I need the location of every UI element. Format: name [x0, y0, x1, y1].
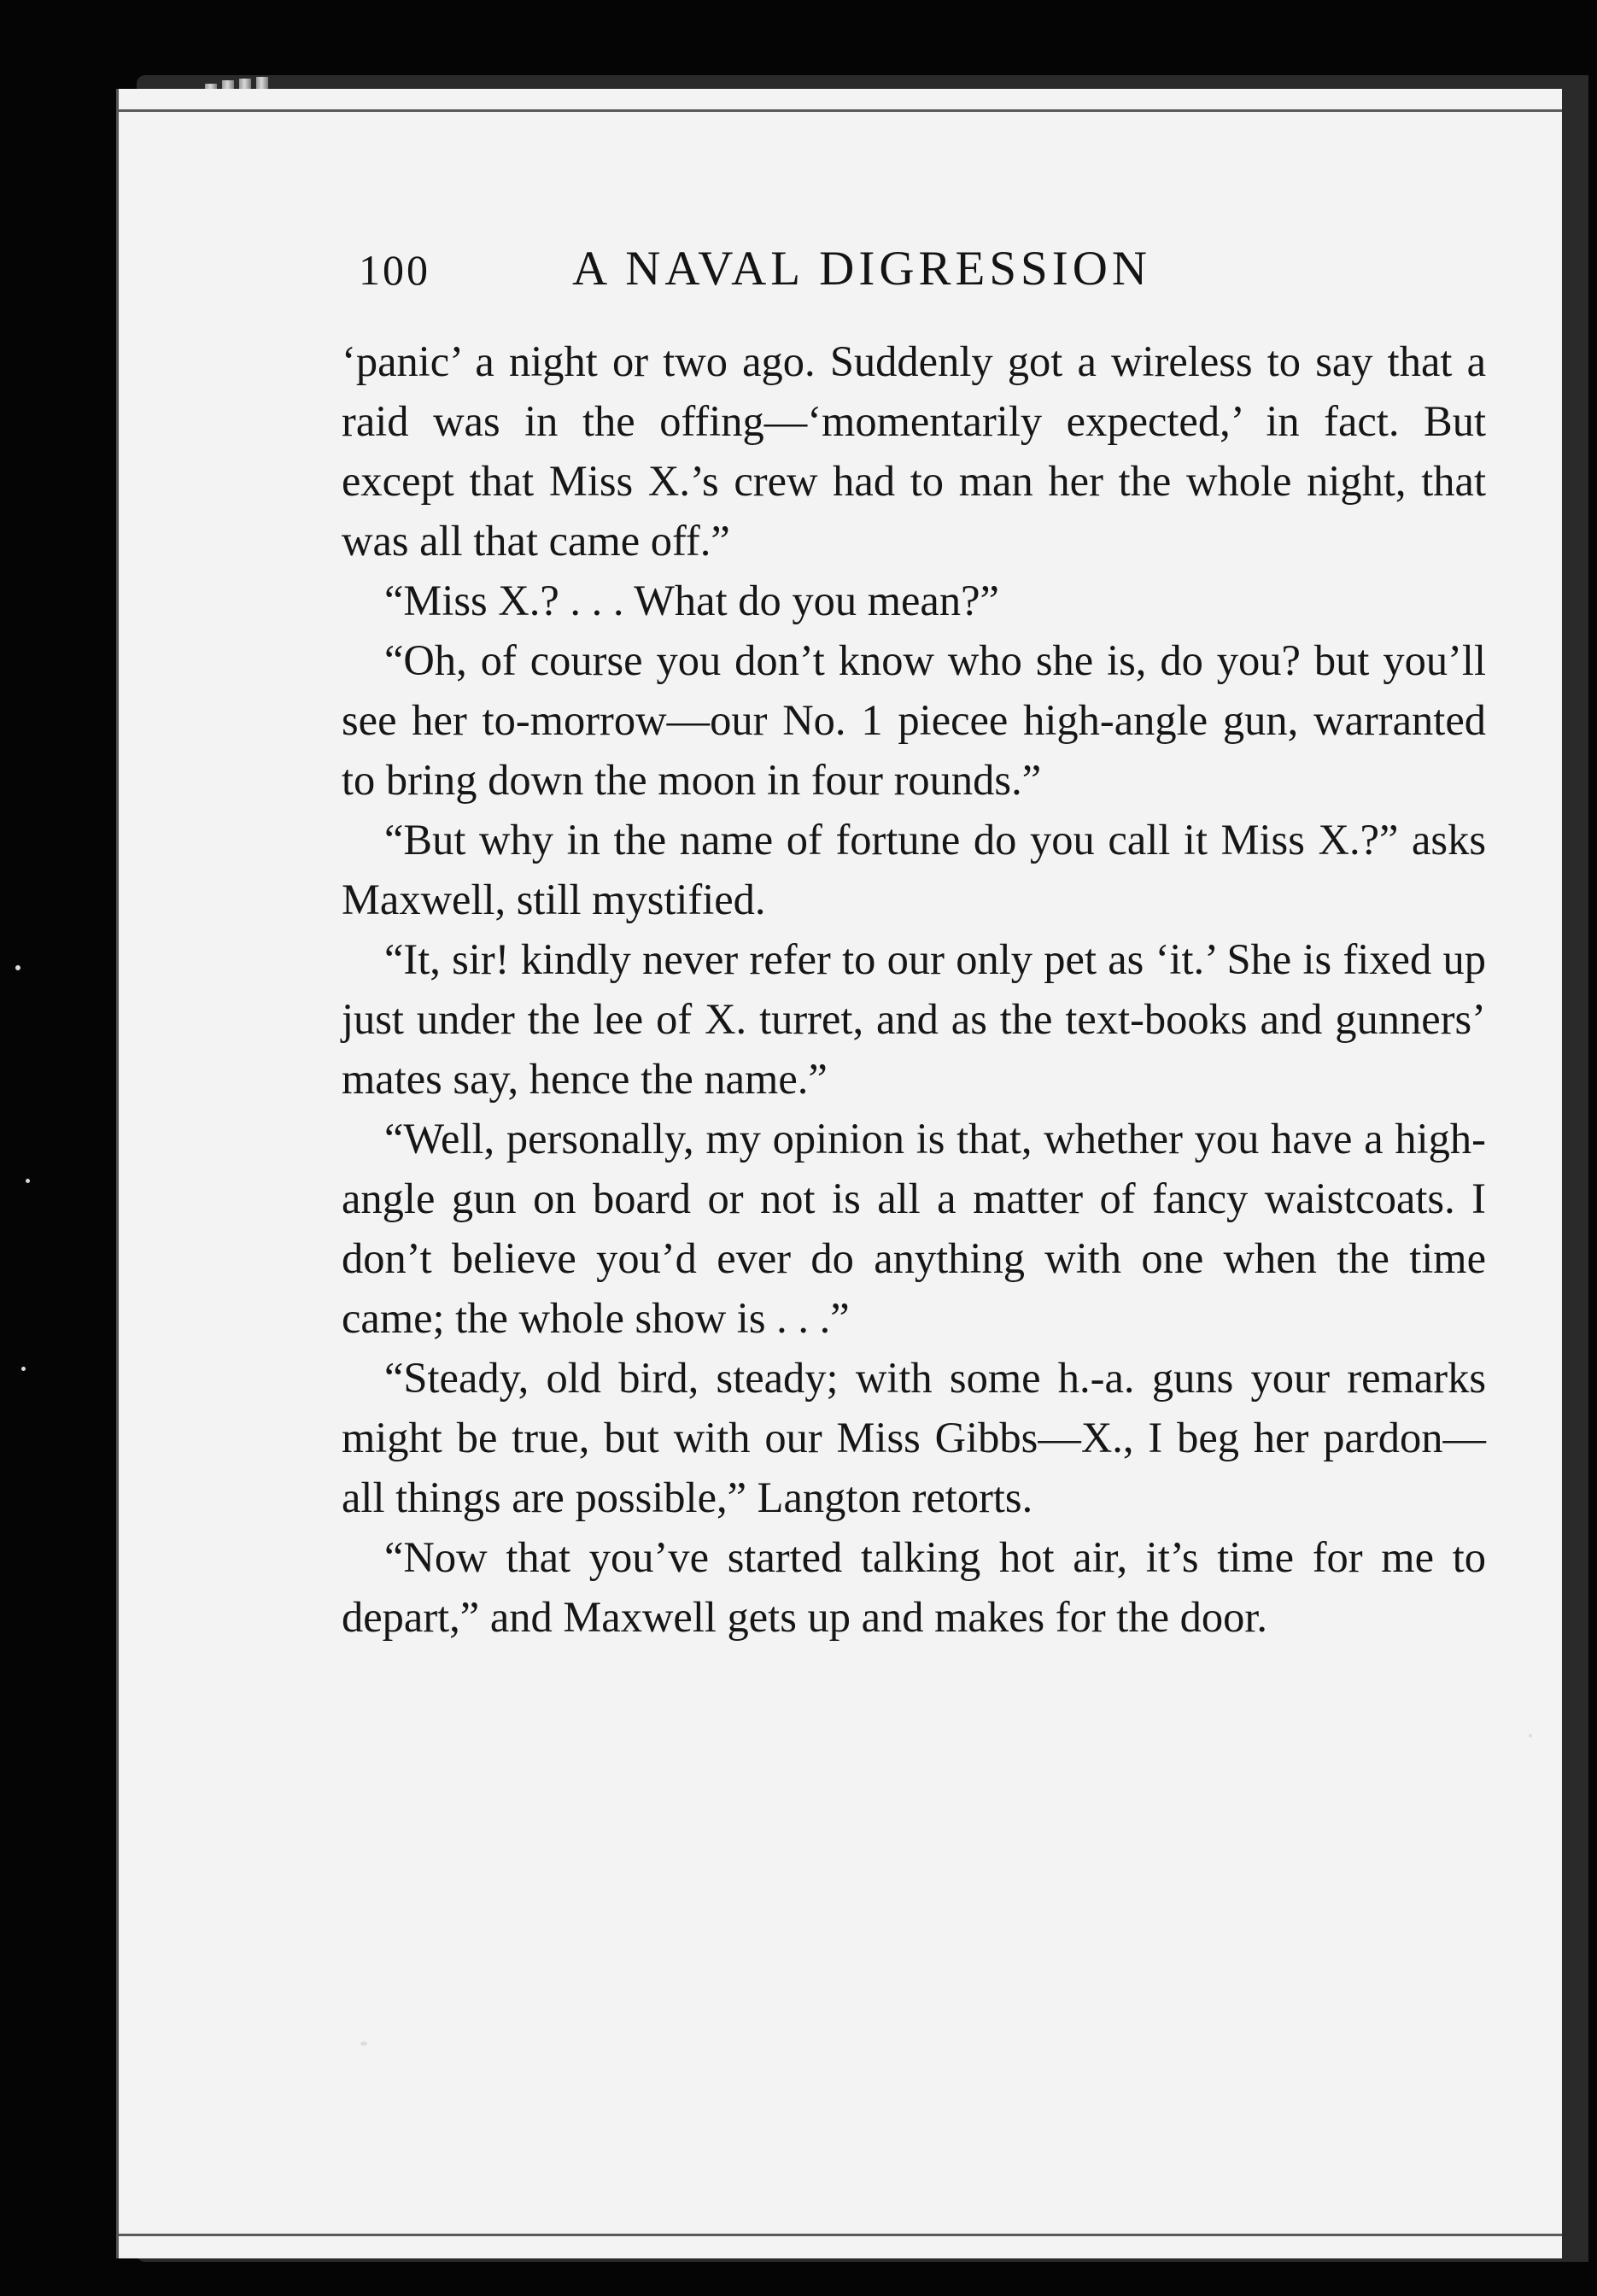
dust-speck [360, 2041, 367, 2046]
dust-speck [1529, 1734, 1532, 1737]
body-text [342, 331, 1486, 1647]
page-header [359, 241, 1290, 296]
paragraph: “Well, personally, my opinion is that, whether you have a high-angle gun on board or not is all a matter of fancy waistcoats. I don’t believe you’d ever do anything with one when the time came; the whole show is . . .” [342, 1115, 1486, 1342]
paragraph: “Steady, old bird, steady; with some h.-a. guns your remarks might be true, but with our Miss Gibbs—X., I beg her pardon—all things are possible,” Langton retorts. [342, 1354, 1486, 1521]
page-number: 100 [359, 246, 430, 294]
paragraph: “Now that you’ve started talking hot air, it’s time for me to depart,” and Maxwell gets up and makes for the door. [342, 1533, 1486, 1641]
paragraph: ‘panic’ a night or two ago. Suddenly got a wireless to say that a raid was in the offing—‘momentarily expected,’ in fact. But except that Miss X.’s crew had to man her the whole night, that was all that came off.” [342, 337, 1486, 565]
paragraph: “But why in the name of fortune do you call it Miss X.?” asks Maxwell, still mystified. [342, 816, 1486, 923]
running-title: A NAVAL DIGRESSION [572, 242, 1152, 296]
paragraph: “Miss X.? . . . What do you mean?” [384, 577, 999, 624]
dust-speck [15, 965, 20, 970]
dust-speck [21, 1367, 26, 1371]
dust-speck [26, 1179, 30, 1183]
paragraph: “Oh, of course you don’t know who she is, do you? but you’ll see her to-morrow—our No. 1 piecee high-angle gun, warranted to bring down the moon in four rounds.” [342, 636, 1486, 804]
paragraph: “It, sir! kindly never refer to our only pet as ‘it.’ She is fixed up just under the lee of X. turret, and as the text-books and gunners’ mates say, hence the name.” [342, 935, 1486, 1103]
